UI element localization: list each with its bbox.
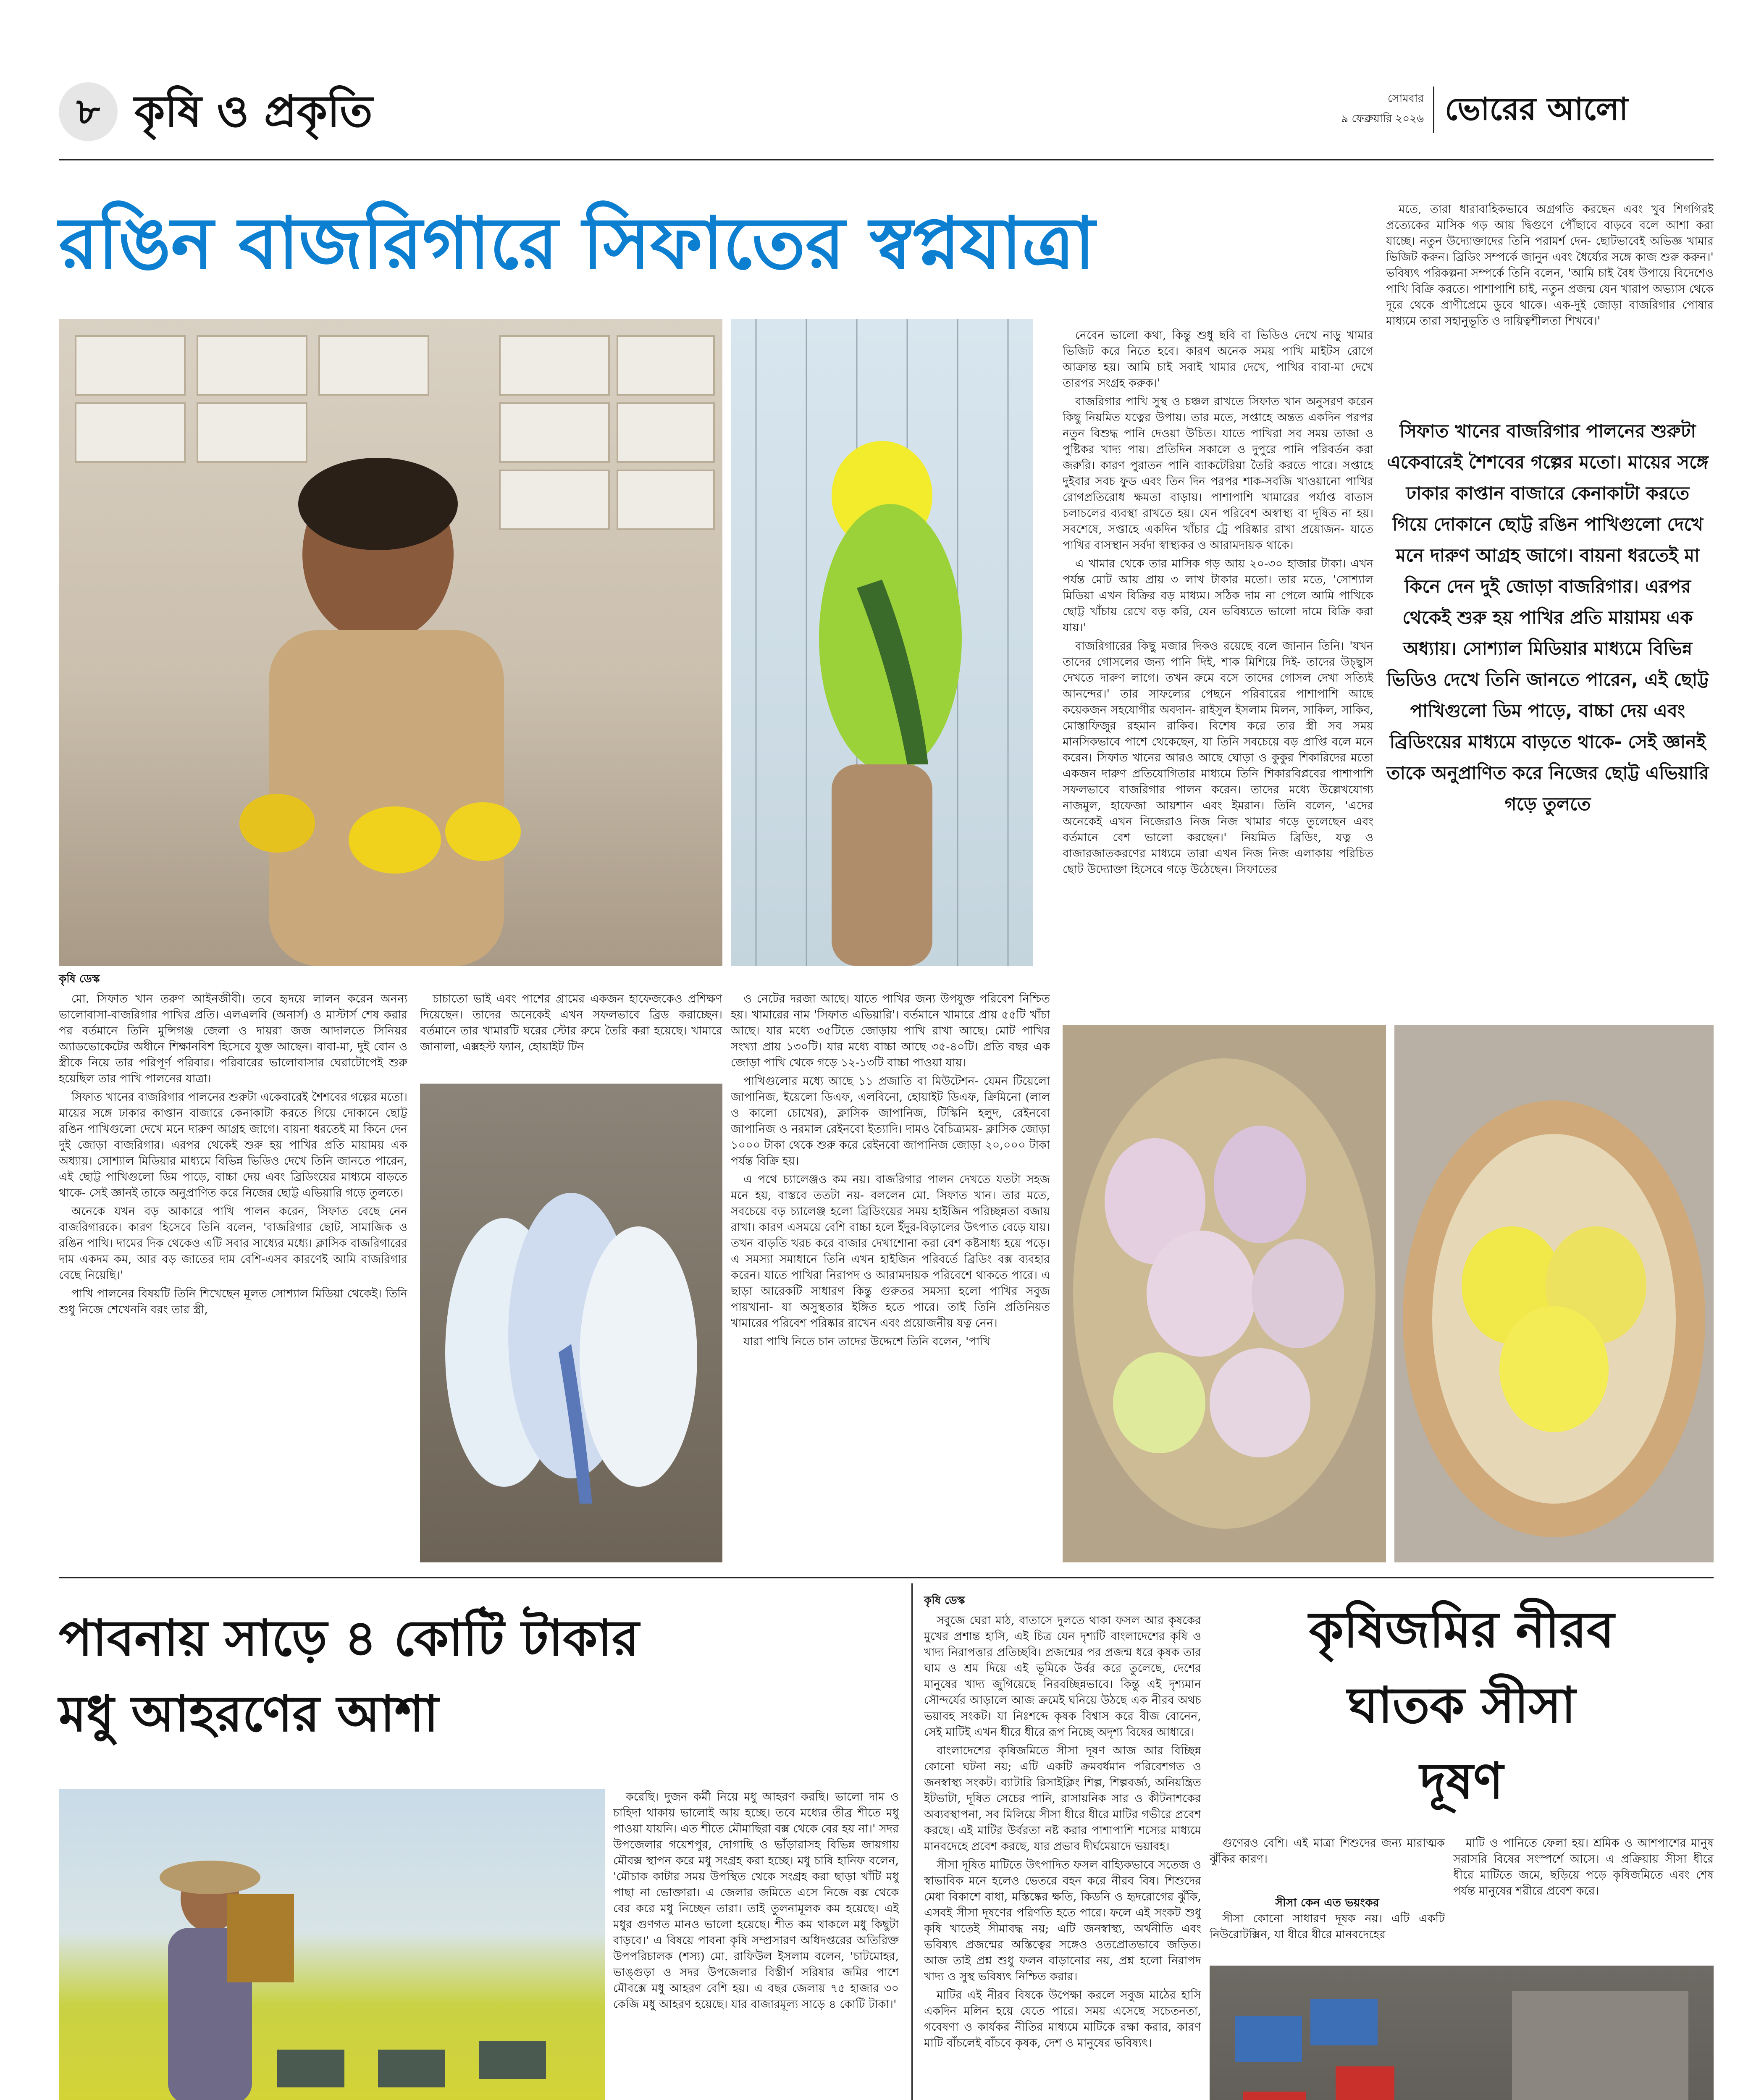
- article2-headline-line1: পাবনায় সাড়ে ৪ কোটি টাকার: [59, 1609, 639, 1667]
- header-divider: [1433, 87, 1434, 133]
- article3-sub3-text: [1210, 1911, 1445, 1961]
- paragraph: বাংলাদেশের কৃষিজমিতে সীসা দূষণ আজ আর বিচ্ছিন্ন কোনো ঘটনা নয়; এটি একটি ক্রমবর্ধমান পরিবেশগত ও জনস্বাস্থ্য সংকট। ব্যাটারি রিসাইক্লিং শিল্প, শিল্পবর্জ্য, অনিয়ন্ত্রিত ইটভাটা, দূষিত সেচের পানি, রাসায়নিক সার ও কীটনাশকের অব্যবস্থাপনা, সব মিলিয়ে সীসা ধীরে ধীরে মাটির গভীরে প্রবেশ করছে। এই মাটির উর্বরতা নষ্ট করার পাশাপাশি শস্যের মাধ্যমে মানবদেহে প্রবেশ করছে, যার প্রভাব দীর্ঘমেয়াদে ভয়াবহ।: [924, 1744, 1201, 1853]
- photo-beekeeper: [59, 1789, 605, 2100]
- header-day: সোমবার: [1387, 92, 1424, 105]
- paragraph: সবুজে ঘেরা মাঠ, বাতাসে দুলতে থাকা ফসল আর কৃষকের মুখের প্রশান্ত হাসি, এই চিত্র যেন দৃশ্যটি বাংলাদেশের কৃষি ও খাদ্য নিরাপত্তার প্রতিচ্ছবি। প্রজন্মের পর প্রজন্ম ধরে কৃষক তার ঘাম ও শ্রম দিয়ে এই ভূমিকে উর্বর করে তুলেছে, দেশের মানুষের খাদ্য জুগিয়েছে নিরবচ্ছিন্নভাবে। কিন্তু এই দৃশ্যমান সৌন্দর্যের আড়ালে আজ ক্রমেই ঘনিয়ে উঠছে এক নীরব অথচ ভয়াবহ সংকট। যা নিঃশব্দে কৃষক বিশ্বাস করে বীজ বোনেন, সেই মাটিই এখন ধীরে ধীরে রূপ নিচ্ছে অদৃশ্য বিষের আধারে।: [924, 1614, 1201, 1739]
- article3-headline-line3: দূষণ: [1420, 1752, 1504, 1810]
- photo-yellow-chicks-in-bowl: [1394, 1025, 1714, 1562]
- article1-col5: [1386, 202, 1714, 399]
- paragraph: যারা পাখি নিতে চান তাদের উদ্দেশে তিনি বলেন, 'পাখি: [743, 1335, 991, 1348]
- paragraph: মো. সিফাত খান তরুণ আইনজীবী। তবে হৃদয়ে লালন করেন অনন্য ভালোবাসা-বাজরিগার পাখির প্রতি। এলএলবি (অনার্স) ও মাস্টার্স শেষ করার পর বর্তমানে তিনি মুন্সিগঞ্জ জেলা ও দায়রা জজ আদালতে সিনিয়র অ্যাডভোকেটের অধীনে শিক্ষানবিশ হিসেবে যুক্ত আছেন। বাবা-মা, দুই বোন ও স্ত্রীকে নিয়ে তার পরিপূর্ণ পরিবার। পরিবারের ভালোবাসার ঘেরাটোপেই শুরু হয়েছিল তার পাখি পালনের যাত্রা।: [59, 992, 407, 1085]
- paragraph: সীসা কোনো সাধারণ দূষক নয়। এটি একটি নিউরোটক্সিন, যা ধীরে ধীরে মানবদেহের: [1210, 1912, 1445, 1941]
- paragraph: বাজরিগারের কিছু মজার দিকও রয়েছে বলে জানান তিনি। 'যখন তাদের গোসলের জন্য পানি দিই, শাক মিশিয়ে দিই- তাদের উচ্ছ্বাস দেখতে দারুণ লাগে। তখন রুমে বসে তাদের গোসল দেখা সত্যিই আনন্দের।' তার সাফল্যের পেছনে পরিবারের পাশাপাশি আছে কয়েকজন সহযোগীর অবদান- রাইসুল ইসলাম মিলন, সাকিল, সাকিব, মোস্তাফিজুর রহমান রাকিব। বিশেষ করে তার স্ত্রী সব সময় মানসিকভাবে পাশে থেকেছেন, যা তিনি সবচেয়ে বড় প্রাপ্তি বলে মনে করেন। সিফাত খানের আরও আছে ঘোড়া ও কুকুর শিকারিদের মতো একজন দারুণ প্রতিযোগিতার মাধ্যমে তিনি শিকারবিপ্লবের পাশাপাশি সফলভাবে বাজরিগার পালন করেন। তাদের মধ্যে উল্লেখযোগ্য নাজমুল, হাফেজা আয়শান এবং ইমরান। তিনি বলেন, 'এদের অনেকেই এখন নিজেরাও নিজ নিজ খামার গড়ে তুলেছেন এবং বর্তমানে বেশ ভালো করছেন।' নিয়মিত ব্রিডিং, যত্ন ও বাজারজাতকরণের মাধ্যমে তারা এখন নিজ নিজ এলাকায় পরিচিত ছোট উদ্যোক্তা হিসেবে গড়ে উঠেছেন। সিফাতের: [1063, 640, 1373, 876]
- section-rule-2: [911, 1583, 913, 2100]
- section-title: কৃষি ও প্রকৃতি: [134, 86, 373, 137]
- paragraph: এ পথে চ্যালেঞ্জও কম নয়। বাজরিগার পালন দেখতে যতটা সহজ মনে হয়, বাস্তবে ততটা নয়- বললেন মো. সিফাত খান। তার মতে, সবচেয়ে বড় চ্যালেঞ্জ হলো ব্রিডিংয়ের সময় হাইজিন পরিচ্ছন্নতা বজায় রাখা। কারণ এসময়ে বেশি বাচ্চা হলে ইঁদুর-বিড়ালের উৎপাত বেড়ে যায়। তখন বাড়তি খরচ করে বাজার দেখাশোনা করা বেশ কষ্টসাধ্য হয়ে পড়ে। এ সমস্যা সমাধানে তিনি এখন হাইজিন পরিবর্তে ব্রিডিং বক্স ব্যবহার করেন। যাতে পাখিরা নিরাপদ ও আরামদায়ক পরিবেশে থাকতে পারে। এ ছাড়া আরেকটি সাধারণ কিন্তু গুরুতর সমস্যা হলো পাখির সবুজ পায়খানা- যা অসুস্থতার ইঙ্গিত হতে পারে। তাই তিনি প্রতিনিয়ত খামারের পরিবেশ পরিষ্কার রাখেন এবং প্রয়োজনীয় যত্ন নেন।: [731, 1173, 1050, 1330]
- article1-col1: [59, 991, 407, 1562]
- paragraph: চাচাতো ভাই এবং পাশের গ্রামের একজন হাফেজকেও প্রশিক্ষণ দিয়েছেন। তাদের অনেকেই এখন সফলভাবে ব্রিড করাচ্ছেন। বর্তমানে তার খামারটি ঘরের স্টোর রুমে তৈরি করা হয়েছে। খামারে জানালা, এক্সহস্ট ফ্যান, হোয়াইট টিন: [420, 992, 722, 1053]
- article1-pull-quote: সিফাত খানের বাজরিগার পালনের শুরুটা একেবারেই শৈশবের গল্পের মতো। মায়ের সঙ্গে ঢাকার কাপ্তান বাজারে কেনাকাটা করতে গিয়ে দোকানে ছোট্ট রঙিন পাখিগুলো দেখে মনে দারুণ আগ্রহ জাগে। বায়না ধরতেই মা কিনে দেন দুই জোড়া বাজরিগার। এরপর থেকেই শুরু হয় পাখির প্রতি মায়াময় এক অধ্যায়। সোশ্যাল মিডিয়ার মাধ্যমে বিভিন্ন ভিডিও দেখে তিনি জানতে পারেন, এই ছোট্ট পাখিগুলো ডিম পাড়ে, বাচ্চা দেয় এবং ব্রিডিংয়ের মাধ্যমে বাড়তে থাকে- সেই জ্ঞানই তাকে অনুপ্রাণিত করে নিজের ছোট্ট এভিয়ারি গড়ে তুলতে: [1386, 421, 1709, 815]
- article3-headline-line2: ঘাতক সীসা: [1347, 1676, 1576, 1734]
- photo-man-with-budgies: [59, 319, 722, 966]
- article3-col-c: [1453, 1835, 1714, 1961]
- paragraph: সীসা দূষিত মাটিতে উৎপাদিত ফসল বাহ্যিকভাবে সতেজ ও স্বাভাবিক মনে হলেও ভেতরে বহন করে নীরব বিষ। শিশুদের মেধা বিকাশে বাধা, মস্তিষ্কের ক্ষতি, কিডনি ও হৃদরোগের ঝুঁকি, এসবই সীসা দূষণের পরিণতি হতে পারে। ফলে এই সংকট শুধু কৃষি খাতেই সীমাবদ্ধ নয়; এটি জনস্বাস্থ্য, অর্থনীতি এবং ভবিষ্যৎ প্রজন্মের অস্তিত্বের সঙ্গেও ওতপ্রোতভাবে জড়িত। আজ তাই প্রশ্ন শুধু ফলন বাড়ানোর নয়, প্রশ্ন হলো নিরাপদ খাদ্য ও সুস্থ ভবিষ্যৎ নিশ্চিত করার।: [924, 1858, 1201, 1983]
- article1-photo-credit: কৃষি ডেস্ক: [59, 973, 100, 985]
- paragraph: মাটির এই নীরব বিষকে উপেক্ষা করলে সবুজ মাঠের হাসি একদিন মলিন হয়ে যেতে পারে। সময় এসেছে সচেতনতা, গবেষণা ও কার্যকর নীতির মাধ্যমে মাটিকে রক্ষা করার, কারণ মাটি বাঁচলেই বাঁচবে কৃষক, দেশ ও মানুষের ভবিষ্যৎ।: [924, 1989, 1201, 2050]
- page-number: ৮: [76, 91, 100, 133]
- photo-white-blue-budgies: [420, 1084, 722, 1562]
- paragraph: অনেকে যখন বড় আকারে পাখি পালন করেন, সিফাত বেছে নেন বাজরিগারকে। কারণ হিসেবে তিনি বলেন, 'বাজরিগার ছোট, সামাজিক ও রঙিন পাখি। দামের দিক থেকেও এটি সবার সাধ্যের মধ্যে। ক্লাসিক বাজরিগারের দাম একদম কম, আর বড় জাতের দাম বেশি-এসব কারণেই আমি বাজরিগার বেছে নিয়েছি।': [59, 1205, 407, 1282]
- article3-sub3: সীসা কেন এত ভয়ংকর: [1275, 1896, 1379, 1909]
- paragraph: মাটি ও পানিতে ফেলা হয়। শ্রমিক ও আশপাশের মানুষ সরাসরি বিষের সংস্পর্শে আসে। এ প্রক্রিয়ায় সীসা ধীরে ধীরে মাটিতে জমে, ছড়িয়ে পড়ে কৃষিজমিতে এবং শেষ পর্যন্ত মানুষের শরীরে প্রবেশ করে।: [1453, 1837, 1714, 1898]
- paragraph: ও নেটের দরজা আছে। যাতে পাখির জন্য উপযুক্ত পরিবেশ নিশ্চিত হয়। খামারের নাম 'সিফাত এভিয়ারি'। বর্তমানে খামারে প্রায় ৫৫টি খাঁচা আছে। যার মধ্যে ৩৫টিতে জোড়ায় পাখি রাখা আছে। মোট পাখির সংখ্যা প্রায় ১৩০টি। যার মধ্যে বাচ্চা আছে ৩৫-৪০টি। প্রতি বছর এক জোড়া পাখি থেকে গড়ে ১২-১৩টি বাচ্চা পাওয়া যায়।: [731, 992, 1050, 1069]
- header-date: ৯ ফেব্রুয়ারি ২০২৬: [1341, 113, 1424, 125]
- article1-col2: [420, 991, 722, 1075]
- header-rule: [59, 159, 1714, 160]
- paragraph: গুণেরও বেশি। এই মাত্রা শিশুদের জন্য মারাত্মক ঝুঁকির কারণ।: [1210, 1837, 1445, 1866]
- paragraph: এ খামার থেকে তার মাসিক গড় আয় ২০-৩০ হাজার টাকা। এখন পর্যন্ত মোট আয় প্রায় ৩ লাখ টাকার মতো। তার মতে, 'সোশ্যাল মিডিয়া এখন বিক্রির বড় মাধ্যম। সঠিক দাম না পেলে আমি পাখিকে ছোট্ট খাঁচায় রেখে বড় করি, যেন ভবিষ্যতে ভালো দামে বিক্রি করা যায়।': [1063, 557, 1373, 634]
- article3-col-a: [924, 1613, 1201, 2100]
- article2-intro: [613, 1789, 899, 2100]
- section-rule-1: [59, 1577, 1714, 1578]
- article3-col-b: [1210, 1835, 1445, 1890]
- paragraph: করেছি। দুজন কর্মী নিয়ে মধু আহরণ করছি। ভালো দাম ও চাহিদা থাকায় ভালোই আয় হচ্ছে। তবে মধ্যের তীব্র শীতে মধু পাওয়া যায়নি। এত শীতে মৌমাছিরা বক্স থেকে বের হয় না।' সদর উপজেলার গয়েশপুর, দোগাছি ও ভাঁড়ারাসহ বিভিন্ন জায়গায় মৌবক্স স্থাপন করে মধু সংগ্রহ করা হচ্ছে। মধু চাষি হানিফ বলেন, 'মৌচাক কাটার সময় উপস্থিত থেকে সংগ্রহ করা ছাড়া খাঁটি মধু পাছা না ভোক্তারা। এ জেলার জমিতে এসে নিজে বক্স থেকে বের করে মধু নিচ্ছেন তারা। তাই তুলনামূলক কম হয়েছে। এই মধুর গুণগত মানও ভালো হয়েছে। শীত কম থাকলে মধু কিছুটা বাড়বে।' এ বিষয়ে পাবনা কৃষি সম্প্রসারণ অধিদপ্তরের অতিরিক্ত উপপরিচালক (শস্য) মো. রাফিউল ইসলাম বলেন, 'চাটমোহর, ভাঙ্গুড়া ও সদর উপজেলার বিস্তীর্ণ সরিষার জমির পাশে মৌবক্সে মধু আহরণ বেশি হয়। এ বছর জেলায় ৭৫ হাজার ৩০ কেজি মধু আহরণ হয়েছে। যার বাজারমূল্য সাড়ে ৪ কোটি টাকা।': [613, 1790, 899, 2011]
- article3-photo-credit: কৃষি ডেস্ক: [924, 1594, 965, 1607]
- masthead-logo: ভোরের আলো: [1445, 91, 1628, 127]
- article2-headline-line2: মধু আহরণের আশা: [59, 1685, 438, 1743]
- photo-green-budgie: [731, 319, 1033, 966]
- paragraph: মতে, তারা ধারাবাহিকভাবে অগ্রগতি করছেন এবং খুব শিগগিরই প্রত্যেকের মাসিক গড় আয় দ্বিগুণে পৌঁছাবে বাড়বে বলে আশা করা যাচ্ছে। নতুন উদ্যোক্তাদের তিনি পরামর্শ দেন- ছোটভাবেই অভিজ্ঞ খামার ভিজিট করুন। ব্রিডিং সম্পর্কে জানুন এবং ধৈর্য্যের সঙ্গে কাজ শুরু করুন।' ভবিষ্যৎ পরিকল্পনা সম্পর্কে তিনি বলেন, 'আমি চাই বৈধ উপায়ে বিদেশেও পাখি বিক্রি করতে। পাশাপাশি চাই, নতুন প্রজন্ম যেন খারাপ অভ্যাস থেকে দূরে থেকে প্রাণীপ্রেমে ডুবে থাকে। এক-দুই জোড়া বাজরিগার পোষার মাধ্যমে তারা সহানুভূতি ও দায়িত্বশীলতা শিখবে।': [1386, 203, 1714, 328]
- paragraph: সিফাত খানের বাজরিগার পালনের শুরুটা একেবারেই শৈশবের গল্পের মতো। মায়ের সঙ্গে ঢাকার কাপ্তান বাজারে কেনাকাটা করতে গিয়ে দোকানে ছোট্ট রঙিন পাখিগুলো দেখে মনে দারুণ আগ্রহ জাগে। বায়না ধরতেই মা কিনে দেন দুই জোড়া বাজরিগার। এরপর থেকেই শুরু হয় পাখির প্রতি মায়াময় এক অধ্যায়। সোশ্যাল মিডিয়ার মাধ্যমে বিভিন্ন ভিডিও দেখে তিনি জানতে পারেন, এই ছোট্ট পাখিগুলো ডিম পাড়ে, বাচ্চা দেয় এবং ব্রিডিংয়ের মাধ্যমে বাড়তে থাকে- সেই জ্ঞানই তাকে অনুপ্রাণিত করে নিজের ছোট্ট এভিয়ারি গড়ে তুলতে।: [59, 1091, 407, 1200]
- paragraph: পাখি পালনের বিষয়টি তিনি শিখেছেন মূলত সোশ্যাল মিডিয়া থেকেই। তিনি শুধু নিজে শেখেননি বরং তার স্ত্রী,: [59, 1287, 407, 1316]
- photo-batteries-pollution: [1210, 1966, 1714, 2100]
- paragraph: পাখিগুলোর মধ্যে আছে ১১ প্রজাতি বা মিউটেশন- যেমন টিয়েলো জাপানিজ, ইয়েলো ডিএফ, এলবিনো, হোয়াইট ডিএফ, ক্রিমিনো (লাল ও কালো চোখের), ক্লাসিক জাপানিজ, টিস্কিনি হলুদ, রেইনবো জাপানিজ ও নরমাল রেইনবো ইত্যাদি। দামও বৈচিত্র্যময়- ক্লাসিক জোড়া ১০০০ টাকা থেকে শুরু করে রেইনবো জাপানিজ জোড়া ২০,০০০ টাকা পর্যন্ত বিক্রি হয়।: [731, 1075, 1050, 1168]
- paragraph: বাজরিগার পাখি সুস্থ ও চঞ্চল রাখতে সিফাত খান অনুসরণ করেন কিছু নিয়মিত যত্নের উপায়। তার মতে, সপ্তাহে অন্তত একদিন পরপর নতুন বিশুদ্ধ পানি দেওয়া উচিত। যাতে পাখিরা সব সময় তাজা ও পুষ্টিকর খাদ্য পায়। প্রতিদিন সকালে ও দুপুরে পানি পরিবর্তন করা জরুরি। কারণ পুরাতন পানি ব্যাকটেরিয়া তৈরি করতে পারে। সপ্তাহে দুইবার সবচ ফুড এবং তিন দিন পরপর শাক-সবজি খাওয়ানো পাখির রোগপ্রতিরোধ ক্ষমতা বাড়ায়। পাশাপাশি খামারের পর্যাপ্ত বাতাস চলাচলের ব্যবস্থা রাখতে হয়। যেন পরিবেশ অস্বাস্থ্য বা দূষিত না হয়। সবশেষে, সপ্তাহে একদিন খাঁচার ট্রে পরিষ্কার রাখা প্রয়োজন- যাতে পাখির বাসস্থান সর্বদা স্বাস্থ্যকর ও আরামদায়ক থাকে।: [1063, 395, 1373, 552]
- article1-headline: রঙিন বাজরিগারে সিফাতের স্বপ্নযাত্রা: [59, 202, 1095, 285]
- article1-col4: [1063, 328, 1373, 1016]
- photo-chicks-in-box: [1063, 1025, 1386, 1562]
- article3-headline-line1: কৃষিজমির নীরব: [1309, 1601, 1614, 1659]
- article1-col3: [731, 991, 1050, 1562]
- paragraph: নেবেন ভালো কথা, কিন্তু শুধু ছবি বা ভিডিও দেখে নাড়ু খামার ভিজিট করে নিতে হবে। কারণ অনেক সময় পাখি মাইটস রোগে আক্রান্ত হয়। আমি চাই সবাই খামার দেখে, পাখির বাবা-মা দেখে তারপর সংগ্রহ করুক।': [1063, 329, 1373, 390]
